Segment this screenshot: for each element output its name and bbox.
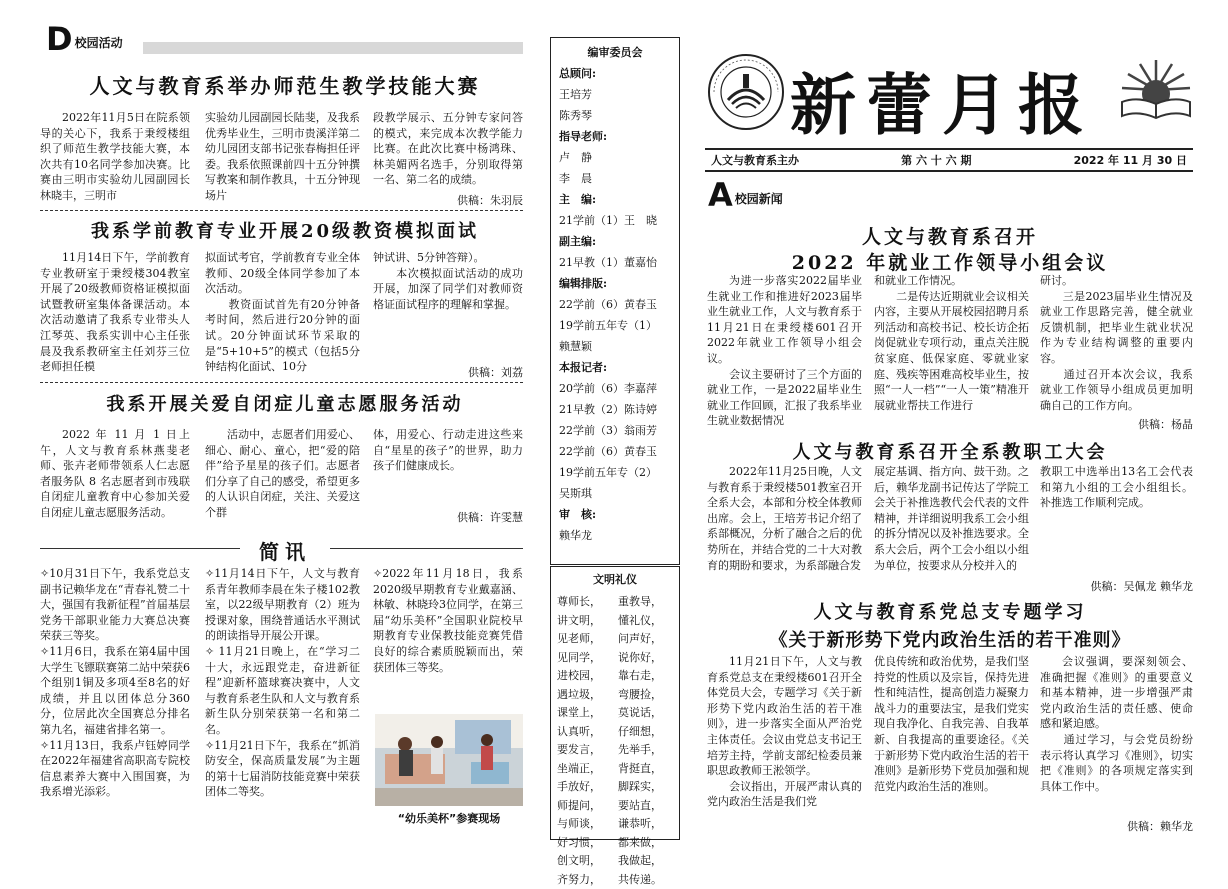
section-letter: A bbox=[708, 180, 733, 210]
committee-role: 总顾问: bbox=[559, 63, 671, 84]
committee-name: 赖华龙 bbox=[559, 525, 671, 546]
committee-role: 本报记者: bbox=[559, 357, 671, 378]
article-headline: 人文与教育系党总支专题学习 bbox=[706, 598, 1194, 624]
etiquette-box bbox=[550, 566, 680, 840]
etiquette-phrase: 脚踩实， bbox=[618, 778, 673, 797]
brief-column bbox=[205, 566, 360, 836]
article-column: 2022 年 11 月 1 日上午，人文与教育系林燕斐老师、张卉老师带领系人仁志愿者服务队 8 名志愿者到市残联自闭症儿童教育中心参加关爱自闭症儿童志愿服务活动。 bbox=[40, 427, 190, 521]
article-column: 实验幼儿园副园长陆斐，及我系优秀毕业生，三明市贵溪洋第二幼儿园团支部书记张春梅担任评委。我系依照课前四十五分钟撰写教案和制作教具，十五分钟现场片 bbox=[205, 110, 360, 210]
article-byline: 供稿：刘荔 bbox=[373, 364, 523, 380]
etiquette-phrase: 共传递。 bbox=[618, 871, 673, 889]
committee-name: 王培芳 bbox=[559, 84, 671, 105]
article-column: 活动中，志愿者们用爱心、细心、耐心、童心，把“爱的陪伴”给予星星的孩子们。志愿者们分享了自己的感受，希望更多的人认识自闭症，关注、关爱这个群 bbox=[205, 427, 360, 521]
etiquette-phrase: 要发言， bbox=[557, 741, 612, 760]
etiquette-phrase: 我做起， bbox=[618, 852, 673, 871]
article-column: 优良传统和政治优势，是我们坚持党的性质以及宗旨，保持先进性和纯洁性，提高创造力凝聚力战斗力的重要法宝，是我们党实现自我净化、自我完善、自我革新、自我提高的重要途径。《关于新形势下党内政治生活的若干准则》是新形势下党员加强和规范党内政治生活的准则。 bbox=[874, 654, 1029, 834]
etiquette-phrase: 见同学， bbox=[557, 649, 612, 668]
organizer: 人文与教育系主办 bbox=[711, 152, 799, 168]
article-byline: 供稿：朱羽辰 bbox=[373, 192, 523, 208]
event-photo bbox=[375, 714, 523, 806]
etiquette-phrase: 课堂上， bbox=[557, 704, 612, 723]
etiquette-phrase: 好习惯， bbox=[557, 834, 612, 853]
committee-name: 21早教（2）陈诗婷 bbox=[559, 399, 671, 420]
committee-name: 21学前（1）王 晓 bbox=[559, 210, 671, 231]
etiquette-title: 文明礼仪 bbox=[551, 571, 679, 587]
brief-item: ✧11月21日下午，我系在“抓消防安全，保高质量发展”为主题的第十七届消防技能竞赛中荣获团体二等奖。 bbox=[205, 738, 360, 800]
committee-name: 22学前（6）黄春玉 bbox=[559, 441, 671, 462]
photo-caption: “幼乐美杯”参赛现场 bbox=[375, 810, 523, 826]
etiquette-phrase: 创文明， bbox=[557, 852, 612, 871]
article-headline: 人文与教育系召开全系教职工大会 bbox=[706, 438, 1194, 464]
article-headline: 2022 年就业工作领导小组会议 bbox=[706, 248, 1194, 275]
etiquette-phrase: 进校园， bbox=[557, 667, 612, 686]
section-a-tag bbox=[708, 180, 783, 210]
article-column: 研讨。 三是2023届毕业生情况及就业工作思路完善，健全就业反馈机制，把毕业生就业状况作为专业结构调整的重要内容。 通过召开本次会议，我系就业工作领导小组成员更加明确自己的工作方向。 bbox=[1040, 273, 1193, 423]
article-column: 展定基调、指方向、鼓干劲。之后，赖华龙副书记传达了学院工会关于补推选教代会代表的文件精神，并详细说明我系工会小组的拆分情况以及补推选要求。全系大会后，两个工会小组以小组为单位，按要求从分校并入的 bbox=[874, 464, 1029, 594]
committee-role: 指导老师: bbox=[559, 126, 671, 147]
committee-name: 21早教（1）董嘉怡 bbox=[559, 252, 671, 273]
etiquette-phrase: 师提问， bbox=[557, 797, 612, 816]
committee-name: 陈秀琴 bbox=[559, 105, 671, 126]
etiquette-phrase: 尊师长， bbox=[557, 593, 612, 612]
article-column: 教职工中选举出13名工会代表和第九小组的工会小组组长。补推选工作顺利完成。 bbox=[1040, 464, 1193, 524]
article-headline: 我系学前教育专业开展20级教资模拟面试 bbox=[40, 217, 530, 243]
committee-name: 22学前（3）翁雨芳 bbox=[559, 420, 671, 441]
issue-date: 2022 年 11 月 30 日 bbox=[1074, 152, 1187, 168]
brief-headline: 简讯 bbox=[240, 536, 330, 565]
divider bbox=[40, 210, 523, 211]
committee-role: 主 编: bbox=[559, 189, 671, 210]
etiquette-phrase: 弯腰捡， bbox=[618, 686, 673, 705]
article-byline: 供稿：杨晶 bbox=[1040, 416, 1193, 432]
etiquette-phrase: 问声好， bbox=[618, 630, 673, 649]
article-byline: 供稿：许雯慧 bbox=[373, 509, 523, 525]
section-label: 校园新闻 bbox=[735, 190, 783, 207]
article-headline: 人文与教育系举办师范生教学技能大赛 bbox=[40, 70, 530, 99]
article-byline: 供稿：赖华龙 bbox=[1040, 818, 1193, 834]
etiquette-phrase: 见老师， bbox=[557, 630, 612, 649]
committee-title: 编审委员会 bbox=[559, 42, 671, 63]
article-headline: 《关于新形势下党内政治生活的若干准则》 bbox=[706, 626, 1194, 652]
etiquette-phrase: 莫说话， bbox=[618, 704, 673, 723]
etiquette-phrase: 坐端正， bbox=[557, 760, 612, 779]
article-headline: 人文与教育系召开 bbox=[706, 222, 1194, 249]
masthead-title: 新蕾月报 bbox=[790, 52, 1094, 147]
article-column: 2022年11月5日在院系领导的关心下，我系于秉绶楼组织了师范生教学技能大赛，本次共有10名同学参加决赛。比赛由三明市实验幼儿园副园长林晓丰，三明市 bbox=[40, 110, 190, 210]
issue-number: 第 六 十 六 期 bbox=[901, 152, 971, 168]
article-column: 拟面试考官，学前教育专业全体教师、20级全体同学参加了本次活动。 教资面试首先有20分钟备考时间，然后进行20分钟的面试。20分钟面试环节采取的是“5+10+5”的模式（包括5分钟结构化面试、10分 bbox=[205, 250, 360, 376]
committee-name: 卢 静 bbox=[559, 147, 671, 168]
etiquette-phrase: 都来做， bbox=[618, 834, 673, 853]
committee-role: 审 核: bbox=[559, 504, 671, 525]
sun-book-icon bbox=[1118, 56, 1194, 128]
article-column: 会议强调，要深刻领会、准确把握《准则》的重要意义和基本精神，进一步增强严肃党内政治生活的责任感、使命感和紧迫感。 通过学习，与会党员纷纷表示将认真学习《准则》，切实把《准则》的各项规定落实到具体工作中。 bbox=[1040, 654, 1193, 804]
etiquette-phrase: 仔细想， bbox=[618, 723, 673, 742]
brief-item: ✧2022年11月18日，我系2020级早期教育专业戴嘉涵、林敏、林晓玲3位同学，在第三届“幼乐美杯”全国职业院校早期教育专业保教技能竞赛凭借良好的综合素质脱颖而出，荣获团体三等奖。 bbox=[373, 566, 523, 675]
committee-name: 20学前（6）李嘉萍 bbox=[559, 378, 671, 399]
committee-role: 编辑排版: bbox=[559, 273, 671, 294]
article-column: 2022年11月25日晚，人文与教育系于秉绶楼501教室召开全系大会，本部和分校全体教师出席。会上，王培芳书记介绍了系部概况，分析了融合之后的优势所在，并结合党的二十大对教育的期盼和要求，为系部融合发 bbox=[707, 464, 862, 594]
issue-info-bar bbox=[705, 148, 1193, 172]
committee-name: 19学前五年专（1） bbox=[559, 315, 671, 336]
article-byline: 供稿：吴佩龙 赖华龙 bbox=[1000, 578, 1193, 594]
article-headline: 我系开展关爱自闭症儿童志愿服务活动 bbox=[40, 390, 530, 416]
divider bbox=[40, 382, 523, 383]
committee-name: 李 晨 bbox=[559, 168, 671, 189]
etiquette-phrase: 靠右走， bbox=[618, 667, 673, 686]
etiquette-phrase: 齐努力， bbox=[557, 871, 612, 889]
article-column: 钟试讲、5分钟答辩）。 本次模拟面试活动的成功开展，加深了同学们对教师资格证面试程序的理解和掌握。 bbox=[373, 250, 523, 340]
article-column: 和就业工作情况。 二是传达近期就业会议相关内容，主要从开展校园招聘月系列活动和高校书记、校长访企拓岗促就业专项行动，重点关注脱贫家庭、低保家庭、零就业家庭、残疾等困难高校毕业生，按照“一人一档”“一人一策”精准开展就业帮扶工作进行 bbox=[874, 273, 1029, 433]
school-logo bbox=[706, 52, 786, 132]
brief-item: ✧11月13日，我系卢钰婷同学在2022年福建省高职高专院校信息素养大赛中入围国赛，为我系增光添彩。 bbox=[40, 738, 190, 800]
committee-name: 赖慧颖 bbox=[559, 336, 671, 357]
etiquette-phrase: 重教导， bbox=[618, 593, 673, 612]
editorial-committee bbox=[550, 37, 680, 565]
etiquette-phrase: 背挺直， bbox=[618, 760, 673, 779]
etiquette-phrase: 手放好， bbox=[557, 778, 612, 797]
brief-column bbox=[373, 566, 523, 706]
committee-name: 19学前五年专（2） bbox=[559, 462, 671, 483]
article-column: 体，用爱心、行动走进这些来自“星星的孩子”的世界，助力孩子们健康成长。 bbox=[373, 427, 523, 477]
etiquette-phrase: 与师谈， bbox=[557, 815, 612, 834]
etiquette-phrase: 谦恭听， bbox=[618, 815, 673, 834]
etiquette-phrase: 讲文明， bbox=[557, 612, 612, 631]
divider bbox=[330, 548, 523, 549]
section-d-tag bbox=[46, 24, 123, 54]
brief-column bbox=[40, 566, 190, 836]
article-column: 11月21日下午，人文与教育系党总支在秉绶楼601召开全体党员大会，专题学习《关于新形势下党内政治生活的若干准则》，进一步落实全面从严治党主体责任。会议由党总支书记王培芳主持，学前支部纪检委员兼职思政教师王淞领学。 会议指出，开展严肃认真的党内政治生活是我们党 bbox=[707, 654, 862, 834]
etiquette-phrase: 说你好， bbox=[618, 649, 673, 668]
etiquette-phrase: 懂礼仪， bbox=[618, 612, 673, 631]
section-bar bbox=[143, 42, 523, 54]
etiquette-phrase: 认真听， bbox=[557, 723, 612, 742]
etiquette-phrase: 遇垃圾， bbox=[557, 686, 612, 705]
article-column: 11月14日下午，学前教育专业教研室于秉绶楼304教室开展了20级教师资格证模拟面试暨教研室集体备课活动。本次活动邀请了我系专业带头人江琴英、我系实训中心主任张晨及我系教研室主任刘芬三位老师担任模 bbox=[40, 250, 190, 376]
committee-name: 吴斯琪 bbox=[559, 483, 671, 504]
section-label: 校园活动 bbox=[75, 34, 123, 51]
etiquette-phrase: 要站直， bbox=[618, 797, 673, 816]
committee-name: 22学前（6）黄春玉 bbox=[559, 294, 671, 315]
article-column: 为进一步落实2022届毕业生就业工作和推进好2023届毕业生就业工作，人文与教育系于11月21日在秉绶楼601召开2022年就业工作领导小组会议。 会议主要研讨了三个方面的就业工作，一是2022届毕业生就业工作回顾，汇报了我系毕业生就业数据情况 bbox=[707, 273, 862, 433]
brief-item: ✧11月14日下午，人文与教育系青年教师李晨在朱子楼102教室，以22级早期教育（2）班为授课对象，围绕普通话水平测试的朗读指导开展公开课。 bbox=[205, 566, 360, 644]
etiquette-phrase: 先举手， bbox=[618, 741, 673, 760]
brief-item: ✧ 11月21日晚上，在“学习二十大，永远跟党走，奋进新征程”迎新杯篮球赛决赛中，人文与教育系老生队和人文与教育系新生队分别荣获第一名和第二名。 bbox=[205, 644, 360, 738]
brief-item: ✧10月31日下午，我系党总支副书记赖华龙在“青春礼赞二十大，强国有我新征程”首届基层党务干部职业能力大赛总决赛荣获三等奖。 bbox=[40, 566, 190, 644]
section-letter: D bbox=[46, 24, 73, 54]
brief-item: ✧11月6日，我系在第4届中国大学生飞镖联赛第二站中荣获6个组别1铜及多项4至8名的好成绩，并且以团体总分360分，位居此次全国赛总分排名第九名，福建省排名第一。 bbox=[40, 644, 190, 738]
article-column: 段教学展示、五分钟专家问答的模式，来完成本次教学能力比赛。在此次比赛中杨鸿珠、林美媚两名选手，分别取得第一名、第二名的成绩。 bbox=[373, 110, 523, 190]
committee-role: 副主编: bbox=[559, 231, 671, 252]
divider bbox=[40, 548, 240, 549]
